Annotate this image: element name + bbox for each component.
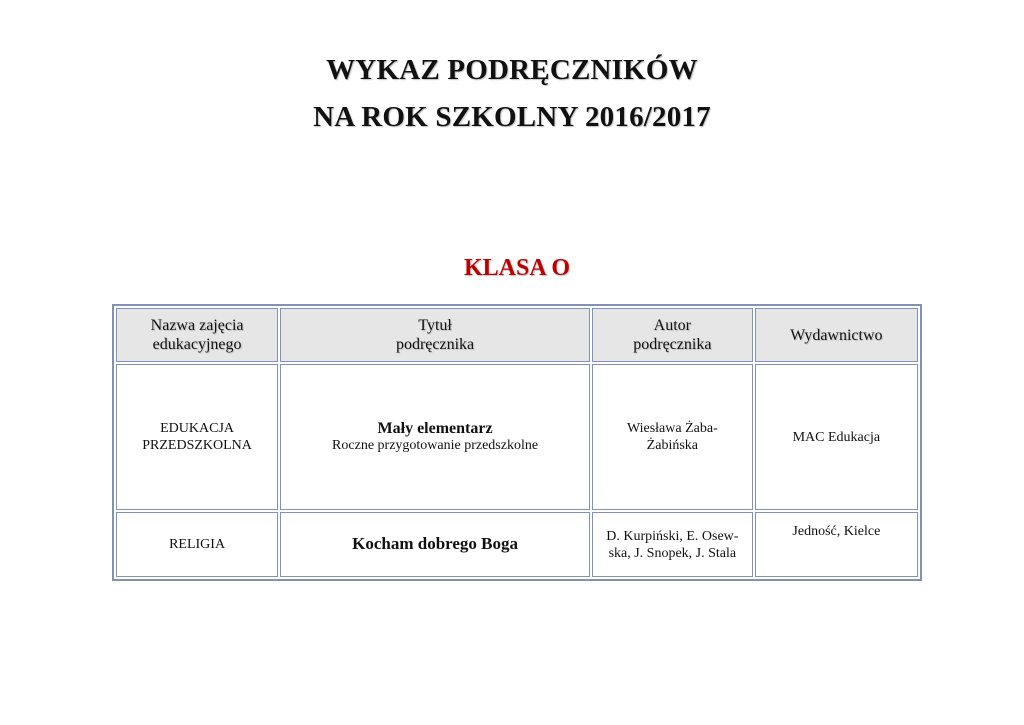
cell-title xyxy=(280,512,590,577)
table-row xyxy=(116,364,918,510)
cell-author xyxy=(592,512,753,577)
publisher: MAC Edukacja xyxy=(792,429,881,445)
header-title-line1: Tytuł xyxy=(418,317,452,334)
cell-title xyxy=(280,364,590,510)
header-title xyxy=(280,308,590,362)
document-title-line-2: NA ROK SZKOLNY 2016/2017 xyxy=(313,101,711,133)
author-line1: D. Kurpiński, E. Osew- xyxy=(606,528,739,544)
header-author-line2: podręcznika xyxy=(633,336,712,353)
table-row xyxy=(116,512,918,577)
textbook-table xyxy=(112,304,922,581)
book-title: Kocham dobrego Boga xyxy=(352,534,519,553)
header-subject xyxy=(116,308,278,362)
class-heading: KLASA O xyxy=(463,255,571,281)
book-subtitle: Roczne przygotowanie przedszkolne xyxy=(332,438,539,453)
header-author-line1: Autor xyxy=(653,317,691,334)
cell-author xyxy=(592,364,753,510)
subject-line1: EDUKACJA xyxy=(160,421,235,436)
author-line1: Wiesława Żaba- xyxy=(626,421,718,436)
cell-subject xyxy=(116,512,278,577)
header-subject-line1: Nazwa zajęcia xyxy=(150,317,244,334)
header-publisher xyxy=(755,308,918,362)
header-author xyxy=(592,308,753,362)
header-subject-line2: edukacyjnego xyxy=(152,336,242,353)
subject-line2: PRZEDSZKOLNA xyxy=(142,438,252,453)
book-title: Mały elementarz xyxy=(377,420,493,437)
document-title-line-1: WYKAZ PODRĘCZNIKÓW xyxy=(326,54,698,86)
author-line2: Żabińska xyxy=(646,438,698,453)
subject-line1: RELIGIA xyxy=(169,537,226,552)
header-publisher-line1: Wydawnictwo xyxy=(790,326,883,344)
header-title-line2: podręcznika xyxy=(395,336,475,353)
author-line2: ska, J. Snopek, J. Stala xyxy=(608,545,737,561)
publisher: Jedność, Kielce xyxy=(792,524,881,539)
cell-publisher xyxy=(755,512,918,577)
cell-publisher xyxy=(755,364,918,510)
table-header-row xyxy=(116,308,918,362)
cell-subject xyxy=(116,364,278,510)
